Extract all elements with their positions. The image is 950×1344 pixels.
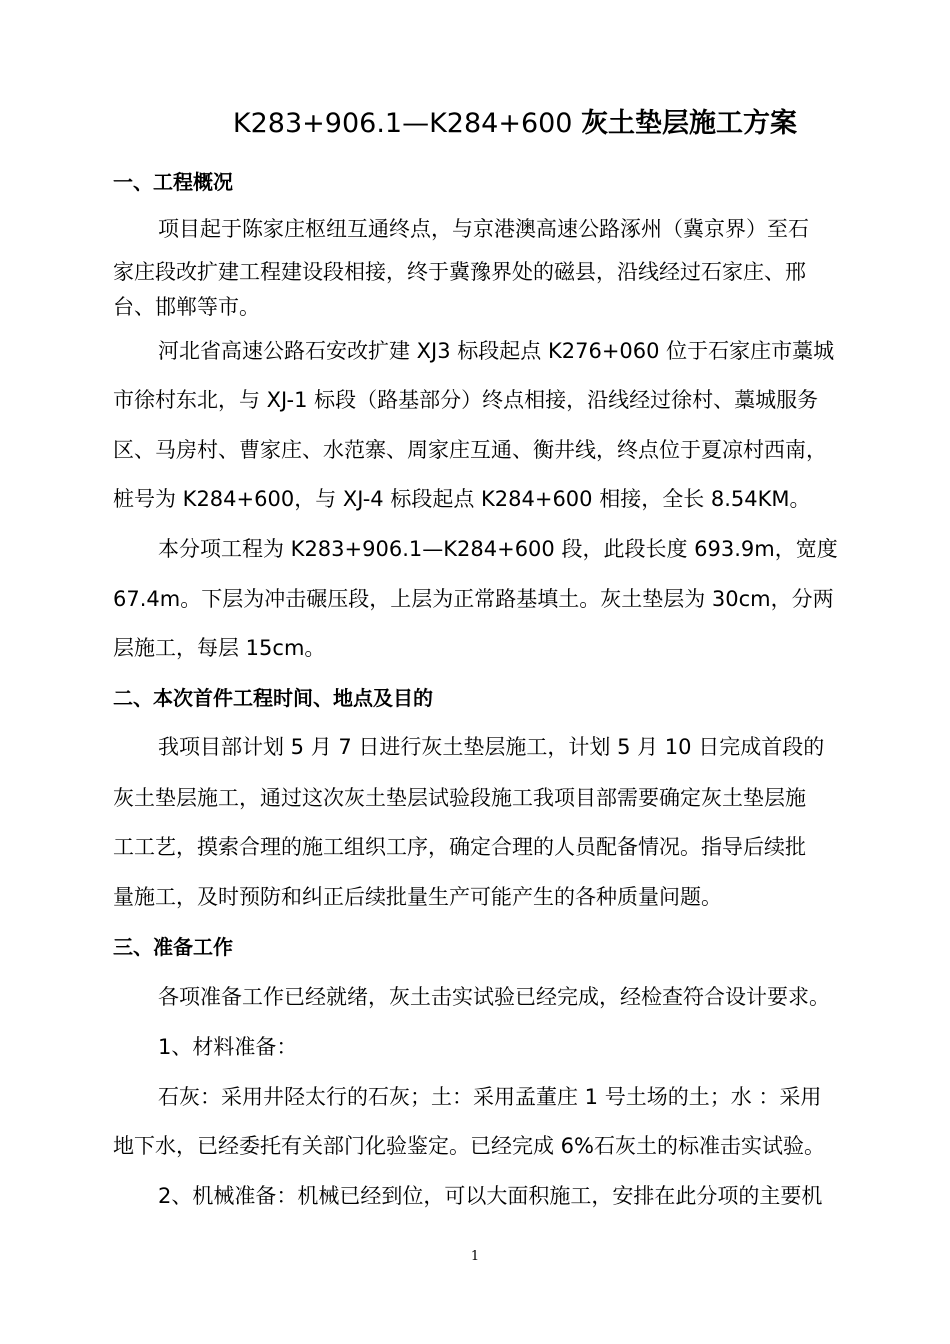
paragraph-line: 67.4m。下层为冲击碾压段，上层为正常路基填土。灰土垫层为 30cm，分两 (113, 587, 834, 611)
section-heading-overview: 一、工程概况 (113, 170, 233, 194)
section-heading-preparation: 三、准备工作 (113, 935, 233, 959)
paragraph-line: 灰土垫层施工，通过这次灰土垫层试验段施工我项目部需要确定灰土垫层施 (113, 786, 806, 810)
paragraph-line: 河北省高速公路石安改扩建 XJ3 标段起点 K276+060 位于石家庄市藁城 (158, 339, 835, 363)
paragraph-line: 我项目部计划 5 月 7 日进行灰土垫层施工，计划 5 月 10 日完成首段的 (158, 735, 825, 759)
paragraph-line: 地下水，已经委托有关部门化验鉴定。已经完成 6%石灰土的标准击实试验。 (113, 1134, 825, 1158)
paragraph-line: 本分项工程为 K283+906.1—K284+600 段，此段长度 693.9m，宽度 (158, 537, 838, 561)
paragraph-line: 2、机械准备：机械已经到位，可以大面积施工，安排在此分项的主要机 (158, 1184, 823, 1208)
paragraph-line: 桩号为 K284+600，与 XJ-4 标段起点 K284+600 相接，全长 8.54KM。 (113, 487, 811, 511)
paragraph-line: 层施工，每层 15cm。 (113, 636, 326, 660)
paragraph-line: 石灰：采用井陉太行的石灰；土：采用孟董庄 1 号土场的土；水 ：采用 (158, 1085, 822, 1109)
paragraph-line: 各项准备工作已经就绪，灰土击实试验已经完成，经检查符合设计要求。 (158, 985, 830, 1009)
document-title (0, 104, 950, 144)
paragraph-line: 项目起于陈家庄枢纽互通终点，与京港澳高速公路涿州（冀京界）至石 (158, 217, 809, 241)
paragraph-line: 家庄段改扩建工程建设段相接，终于冀豫界处的磁县，沿线经过石家庄、邢 (113, 260, 806, 284)
document-title-code: K283+906.1—K284+600 (232, 108, 582, 139)
document-title-text: 灰土垫层施工方案 (581, 108, 798, 139)
section-heading-first-work: 二、本次首件工程时间、地点及目的 (113, 686, 433, 710)
paragraph-line: 区、马房村、曹家庄、水范寨、周家庄互通、衡井线，终点位于夏凉村西南， (113, 438, 827, 462)
paragraph-line: 工工艺，摸索合理的施工组织工序，确定合理的人员配备情况。指导后续批 (113, 835, 806, 859)
paragraph-line: 市徐村东北，与 XJ-1 标段（路基部分）终点相接，沿线经过徐村、藁城服务 (113, 388, 819, 412)
paragraph-line: 1、材料准备： (158, 1035, 298, 1059)
paragraph-line: 台、邯郸等市。 (113, 295, 260, 319)
page-number: 1 (470, 1249, 480, 1264)
paragraph-line: 量施工，及时预防和纠正后续批量生产可能产生的各种质量问题。 (113, 885, 722, 909)
